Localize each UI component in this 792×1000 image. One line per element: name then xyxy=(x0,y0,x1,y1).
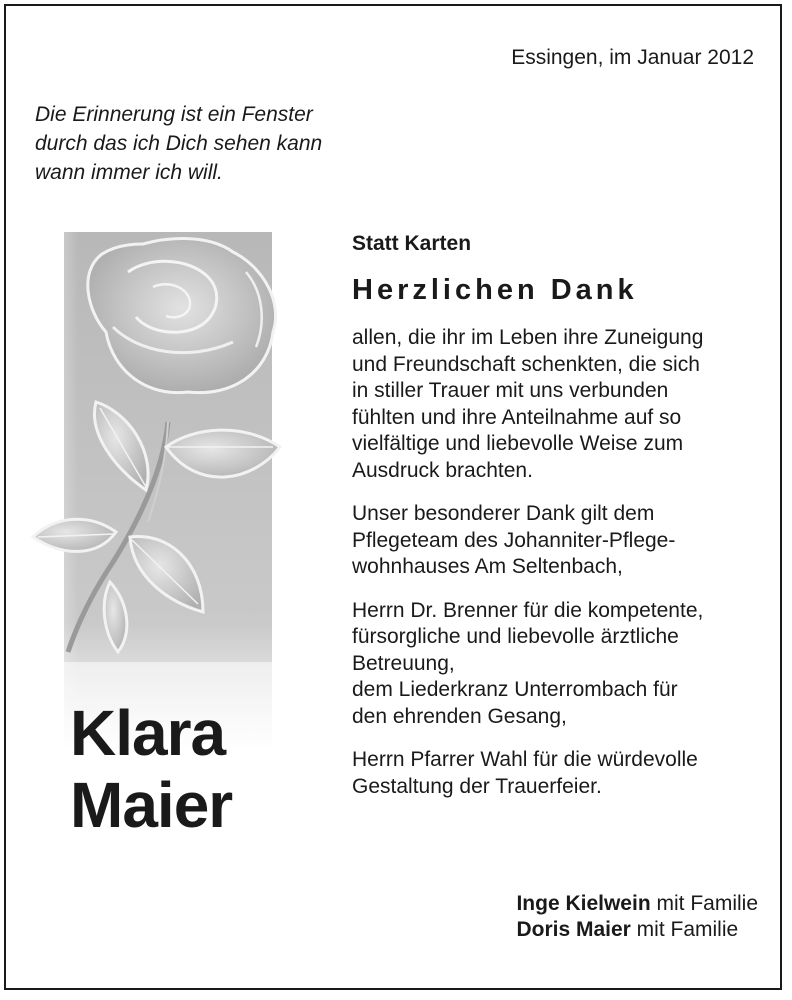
paragraph xyxy=(352,325,762,484)
place-date: Essingen, im Januar 2012 xyxy=(511,46,754,69)
text-line: Pflegeteam des Johanniter-Pflege- xyxy=(352,528,676,552)
first-name: Klara xyxy=(70,697,226,769)
text-line: Gestaltung der Trauerfeier. xyxy=(352,774,602,798)
text-line: wohnhauses Am Seltenbach, xyxy=(352,555,623,578)
motto-line: durch das ich Dich sehen kann xyxy=(35,132,323,155)
motto-line: Die Erinnerung ist ein Fenster xyxy=(35,103,313,126)
paragraph xyxy=(352,501,762,581)
text-line: Unser besonderer Dank gilt dem xyxy=(352,502,655,525)
thanks-text xyxy=(352,232,762,817)
signer-suffix: mit Familie xyxy=(630,918,739,941)
signer xyxy=(516,917,758,943)
text-line: Ausdruck brachten. xyxy=(352,458,533,482)
text-line: dem Liederkranz Unterrombach für xyxy=(352,678,678,701)
rose-illustration xyxy=(18,232,338,752)
signer-name: Doris Maier xyxy=(516,918,631,941)
text-line: und Freundschaft schenkten, die sich xyxy=(352,352,700,376)
text-line: Herrn Dr. Brenner für die kompetente, xyxy=(352,598,704,622)
signatures xyxy=(516,891,758,943)
text-line: allen, die ihr im Leben ihre Zuneigung xyxy=(352,326,704,349)
statt-karten: Statt Karten xyxy=(352,232,472,255)
text-line: vielfältige und liebevolle Weise zum xyxy=(352,432,684,455)
signer xyxy=(516,891,758,917)
last-name: Maier xyxy=(70,769,233,841)
paragraph xyxy=(352,598,762,731)
text-line: in stiller Trauer mit uns verbunden xyxy=(352,379,669,402)
signer-suffix: mit Familie xyxy=(650,892,758,915)
text-line: Herrn Pfarrer Wahl für die würdevolle xyxy=(352,748,698,771)
text-line: den ehrenden Gesang, xyxy=(352,704,567,728)
text-line: fürsorgliche und liebevolle ärztliche xyxy=(352,625,679,648)
paragraph xyxy=(352,747,762,800)
page-title: Herzlichen Dank xyxy=(352,274,638,306)
motto-verse xyxy=(35,100,322,187)
text-line: Betreuung, xyxy=(352,651,455,675)
text-line: fühlten und ihre Anteilnahme auf so xyxy=(352,405,682,429)
signer-name: Inge Kielwein xyxy=(516,892,651,915)
motto-line: wann immer ich will. xyxy=(35,161,223,184)
deceased-name xyxy=(70,697,232,841)
